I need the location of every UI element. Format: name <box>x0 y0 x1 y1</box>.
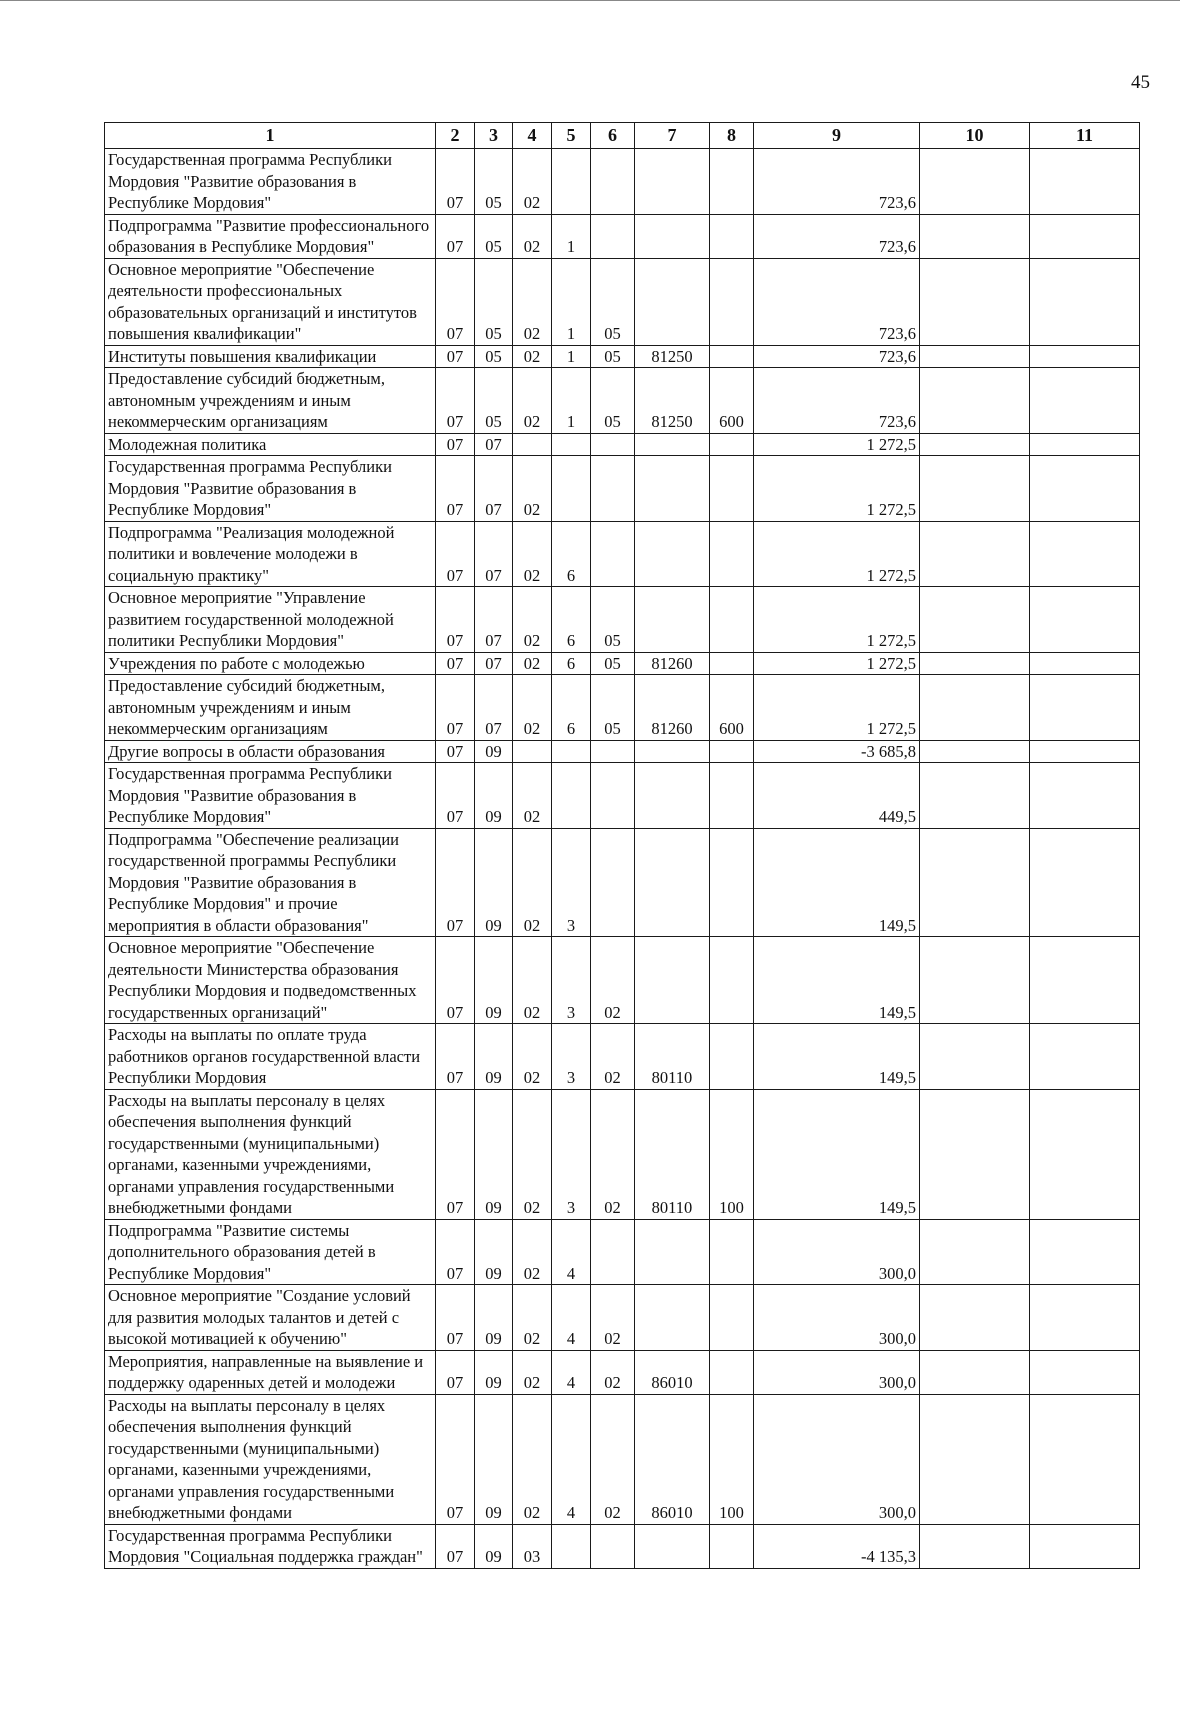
cell-program-code: 02 <box>513 521 552 587</box>
cell-amount: 149,5 <box>754 937 920 1024</box>
cell-item-name: Мероприятия, направленные на выявление и поддержку одаренных детей и молодежи <box>105 1350 436 1394</box>
cell-activity-code: 05 <box>591 652 635 675</box>
cell-expense-code <box>635 1219 710 1285</box>
cell-column-11 <box>1030 675 1140 741</box>
cell-subsection-code: 05 <box>475 149 513 215</box>
cell-subprogram-code: 3 <box>552 828 591 937</box>
cell-expense-type-code <box>710 763 754 829</box>
cell-activity-code <box>591 1524 635 1568</box>
table-row <box>105 258 1140 345</box>
column-header: 11 <box>1030 123 1140 149</box>
cell-subprogram-code: 1 <box>552 258 591 345</box>
cell-column-10 <box>920 521 1030 587</box>
cell-section-code: 07 <box>436 433 475 456</box>
cell-item-name: Подпрограмма "Реализация молодежной политики и вовлечение молодежи в социальную практику" <box>105 521 436 587</box>
cell-subprogram-code: 4 <box>552 1219 591 1285</box>
cell-section-code: 07 <box>436 258 475 345</box>
cell-program-code: 02 <box>513 1350 552 1394</box>
column-header: 1 <box>105 123 436 149</box>
table-row <box>105 587 1140 653</box>
cell-expense-code: 86010 <box>635 1394 710 1524</box>
cell-expense-type-code: 600 <box>710 675 754 741</box>
cell-column-10 <box>920 1285 1030 1351</box>
cell-expense-code <box>635 828 710 937</box>
cell-amount: 1 272,5 <box>754 521 920 587</box>
table-row <box>105 1219 1140 1285</box>
cell-subprogram-code: 6 <box>552 521 591 587</box>
cell-section-code: 07 <box>436 1024 475 1090</box>
column-header: 9 <box>754 123 920 149</box>
cell-activity-code: 05 <box>591 345 635 368</box>
table-body <box>105 149 1140 1569</box>
cell-expense-code <box>635 521 710 587</box>
cell-activity-code: 02 <box>591 1350 635 1394</box>
cell-expense-code <box>635 937 710 1024</box>
cell-column-11 <box>1030 1285 1140 1351</box>
cell-amount: 1 272,5 <box>754 433 920 456</box>
cell-expense-type-code <box>710 1524 754 1568</box>
cell-activity-code: 02 <box>591 1024 635 1090</box>
cell-section-code: 07 <box>436 521 475 587</box>
cell-amount: 723,6 <box>754 214 920 258</box>
table-header-row <box>105 123 1140 149</box>
cell-column-11 <box>1030 1524 1140 1568</box>
cell-program-code: 02 <box>513 1394 552 1524</box>
table-row <box>105 828 1140 937</box>
cell-section-code: 07 <box>436 214 475 258</box>
cell-column-11 <box>1030 763 1140 829</box>
cell-item-name: Молодежная политика <box>105 433 436 456</box>
cell-subsection-code: 05 <box>475 258 513 345</box>
cell-column-10 <box>920 587 1030 653</box>
cell-subprogram-code <box>552 763 591 829</box>
cell-column-11 <box>1030 433 1140 456</box>
scan-top-edge-line <box>0 0 1180 1</box>
cell-activity-code <box>591 214 635 258</box>
cell-item-name: Учреждения по работе с молодежью <box>105 652 436 675</box>
cell-expense-code <box>635 587 710 653</box>
cell-column-11 <box>1030 368 1140 434</box>
cell-column-11 <box>1030 345 1140 368</box>
cell-subprogram-code <box>552 1524 591 1568</box>
cell-item-name: Подпрограмма "Развитие профессионального образования в Республике Мордовия" <box>105 214 436 258</box>
cell-section-code: 07 <box>436 345 475 368</box>
cell-subprogram-code: 4 <box>552 1285 591 1351</box>
table-row <box>105 1024 1140 1090</box>
cell-amount: 723,6 <box>754 368 920 434</box>
cell-column-10 <box>920 433 1030 456</box>
cell-activity-code: 05 <box>591 368 635 434</box>
cell-subsection-code: 07 <box>475 433 513 456</box>
cell-column-10 <box>920 149 1030 215</box>
table-row <box>105 149 1140 215</box>
cell-expense-type-code <box>710 1024 754 1090</box>
cell-expense-code <box>635 258 710 345</box>
cell-section-code: 07 <box>436 587 475 653</box>
cell-column-11 <box>1030 214 1140 258</box>
cell-program-code: 02 <box>513 675 552 741</box>
cell-amount: 300,0 <box>754 1285 920 1351</box>
cell-column-11 <box>1030 587 1140 653</box>
cell-column-10 <box>920 258 1030 345</box>
table-row <box>105 652 1140 675</box>
table-row <box>105 456 1140 522</box>
cell-subsection-code: 09 <box>475 1285 513 1351</box>
cell-expense-code: 81260 <box>635 652 710 675</box>
column-header: 6 <box>591 123 635 149</box>
cell-amount: 723,6 <box>754 149 920 215</box>
table-row <box>105 763 1140 829</box>
cell-subprogram-code: 3 <box>552 937 591 1024</box>
cell-subsection-code: 09 <box>475 1089 513 1219</box>
cell-expense-code: 81250 <box>635 345 710 368</box>
cell-program-code: 02 <box>513 345 552 368</box>
cell-item-name: Подпрограмма "Обеспечение реализации государственной программы Республики Мордовия "Развитие образования в Республике Мордовия" и прочие мероприятия в области образования" <box>105 828 436 937</box>
cell-activity-code <box>591 740 635 763</box>
cell-subprogram-code: 1 <box>552 345 591 368</box>
column-header: 7 <box>635 123 710 149</box>
cell-program-code: 02 <box>513 258 552 345</box>
cell-program-code: 02 <box>513 456 552 522</box>
cell-program-code: 02 <box>513 587 552 653</box>
cell-expense-code <box>635 456 710 522</box>
cell-item-name: Государственная программа Республики Мордовия "Развитие образования в Республике Мордовия" <box>105 763 436 829</box>
cell-activity-code: 02 <box>591 1394 635 1524</box>
cell-program-code: 02 <box>513 149 552 215</box>
cell-expense-type-code <box>710 149 754 215</box>
table-row <box>105 1350 1140 1394</box>
cell-program-code: 02 <box>513 763 552 829</box>
cell-activity-code: 05 <box>591 675 635 741</box>
cell-column-11 <box>1030 1219 1140 1285</box>
cell-expense-type-code: 600 <box>710 368 754 434</box>
cell-activity-code: 02 <box>591 1089 635 1219</box>
cell-section-code: 07 <box>436 1285 475 1351</box>
column-header: 3 <box>475 123 513 149</box>
cell-subprogram-code <box>552 456 591 522</box>
cell-subprogram-code: 6 <box>552 675 591 741</box>
cell-subprogram-code: 3 <box>552 1024 591 1090</box>
cell-item-name: Основное мероприятие "Обеспечение деятельности профессиональных образовательных организаций и институтов повышения квалификации" <box>105 258 436 345</box>
table-row <box>105 740 1140 763</box>
cell-column-11 <box>1030 652 1140 675</box>
cell-amount: -3 685,8 <box>754 740 920 763</box>
cell-column-10 <box>920 675 1030 741</box>
cell-subsection-code: 05 <box>475 368 513 434</box>
cell-expense-type-code <box>710 828 754 937</box>
cell-subsection-code: 07 <box>475 675 513 741</box>
cell-expense-type-code <box>710 521 754 587</box>
cell-expense-code: 86010 <box>635 1350 710 1394</box>
cell-column-10 <box>920 1524 1030 1568</box>
cell-section-code: 07 <box>436 828 475 937</box>
cell-amount: 149,5 <box>754 1089 920 1219</box>
cell-column-11 <box>1030 828 1140 937</box>
cell-expense-code <box>635 433 710 456</box>
cell-amount: -4 135,3 <box>754 1524 920 1568</box>
cell-column-11 <box>1030 1350 1140 1394</box>
cell-amount: 149,5 <box>754 1024 920 1090</box>
cell-column-10 <box>920 456 1030 522</box>
cell-expense-type-code <box>710 937 754 1024</box>
cell-column-10 <box>920 214 1030 258</box>
table-row <box>105 214 1140 258</box>
cell-amount: 300,0 <box>754 1350 920 1394</box>
cell-section-code: 07 <box>436 740 475 763</box>
cell-subprogram-code <box>552 740 591 763</box>
table-row <box>105 937 1140 1024</box>
cell-subsection-code: 07 <box>475 652 513 675</box>
cell-expense-type-code <box>710 652 754 675</box>
cell-column-11 <box>1030 149 1140 215</box>
cell-column-10 <box>920 740 1030 763</box>
cell-amount: 723,6 <box>754 258 920 345</box>
table-row <box>105 521 1140 587</box>
cell-column-10 <box>920 828 1030 937</box>
cell-column-11 <box>1030 1089 1140 1219</box>
cell-expense-code <box>635 149 710 215</box>
cell-amount: 449,5 <box>754 763 920 829</box>
cell-expense-type-code <box>710 433 754 456</box>
column-header: 10 <box>920 123 1030 149</box>
cell-expense-type-code <box>710 1285 754 1351</box>
cell-program-code: 02 <box>513 1089 552 1219</box>
cell-activity-code <box>591 1219 635 1285</box>
cell-subprogram-code: 1 <box>552 368 591 434</box>
cell-expense-type-code <box>710 345 754 368</box>
cell-program-code: 02 <box>513 214 552 258</box>
cell-expense-type-code: 100 <box>710 1394 754 1524</box>
cell-section-code: 07 <box>436 1394 475 1524</box>
cell-subsection-code: 05 <box>475 345 513 368</box>
column-header: 5 <box>552 123 591 149</box>
cell-program-code <box>513 433 552 456</box>
cell-subsection-code: 09 <box>475 1219 513 1285</box>
cell-subprogram-code: 6 <box>552 652 591 675</box>
cell-subsection-code: 09 <box>475 937 513 1024</box>
cell-amount: 300,0 <box>754 1394 920 1524</box>
cell-amount: 1 272,5 <box>754 456 920 522</box>
cell-section-code: 07 <box>436 368 475 434</box>
cell-expense-type-code <box>710 1350 754 1394</box>
table-row <box>105 1524 1140 1568</box>
cell-item-name: Предоставление субсидий бюджетным, автономным учреждениям и иным некоммерческим организациям <box>105 675 436 741</box>
cell-subsection-code: 07 <box>475 587 513 653</box>
cell-subsection-code: 09 <box>475 1394 513 1524</box>
cell-subsection-code: 09 <box>475 763 513 829</box>
cell-amount: 149,5 <box>754 828 920 937</box>
cell-item-name: Государственная программа Республики Мордовия "Развитие образования в Республике Мордовия" <box>105 149 436 215</box>
cell-section-code: 07 <box>436 149 475 215</box>
cell-column-11 <box>1030 1394 1140 1524</box>
cell-subprogram-code: 1 <box>552 214 591 258</box>
cell-item-name: Государственная программа Республики Мордовия "Социальная поддержка граждан" <box>105 1524 436 1568</box>
cell-program-code: 02 <box>513 1024 552 1090</box>
cell-item-name: Расходы на выплаты по оплате труда работников органов государственной власти Республики Мордовия <box>105 1024 436 1090</box>
cell-subsection-code: 07 <box>475 521 513 587</box>
cell-amount: 723,6 <box>754 345 920 368</box>
cell-subprogram-code <box>552 433 591 456</box>
budget-table <box>104 122 1140 1569</box>
cell-item-name: Основное мероприятие "Создание условий для развития молодых талантов и детей с высокой мотивацией к обучению" <box>105 1285 436 1351</box>
cell-program-code: 02 <box>513 1219 552 1285</box>
table-row <box>105 368 1140 434</box>
cell-section-code: 07 <box>436 1350 475 1394</box>
cell-section-code: 07 <box>436 763 475 829</box>
cell-section-code: 07 <box>436 675 475 741</box>
cell-activity-code: 02 <box>591 1285 635 1351</box>
cell-subsection-code: 09 <box>475 828 513 937</box>
cell-column-10 <box>920 652 1030 675</box>
cell-expense-code: 80110 <box>635 1024 710 1090</box>
table-row <box>105 1089 1140 1219</box>
cell-expense-code <box>635 1524 710 1568</box>
cell-expense-code <box>635 763 710 829</box>
cell-expense-type-code <box>710 740 754 763</box>
cell-expense-type-code <box>710 587 754 653</box>
cell-activity-code: 05 <box>591 258 635 345</box>
cell-subprogram-code: 6 <box>552 587 591 653</box>
cell-expense-type-code <box>710 456 754 522</box>
cell-section-code: 07 <box>436 652 475 675</box>
cell-activity-code <box>591 433 635 456</box>
cell-program-code: 03 <box>513 1524 552 1568</box>
cell-section-code: 07 <box>436 456 475 522</box>
cell-program-code: 02 <box>513 1285 552 1351</box>
cell-activity-code <box>591 521 635 587</box>
cell-item-name: Расходы на выплаты персоналу в целях обеспечения выполнения функций государственными (муниципальными) органами, казенными учреждениями, органами управления государственными внебюджетными фондами <box>105 1394 436 1524</box>
cell-column-10 <box>920 1350 1030 1394</box>
cell-activity-code: 05 <box>591 587 635 653</box>
cell-expense-code <box>635 740 710 763</box>
cell-subsection-code: 09 <box>475 740 513 763</box>
table-row <box>105 433 1140 456</box>
cell-subprogram-code: 4 <box>552 1394 591 1524</box>
cell-subprogram-code: 4 <box>552 1350 591 1394</box>
cell-section-code: 07 <box>436 1089 475 1219</box>
cell-amount: 1 272,5 <box>754 587 920 653</box>
cell-item-name: Предоставление субсидий бюджетным, автономным учреждениям и иным некоммерческим организациям <box>105 368 436 434</box>
page-number: 45 <box>1131 72 1150 93</box>
cell-program-code <box>513 740 552 763</box>
cell-column-11 <box>1030 937 1140 1024</box>
cell-item-name: Основное мероприятие "Обеспечение деятельности Министерства образования Республики Мордовия и подведомственных государственных организаций" <box>105 937 436 1024</box>
cell-item-name: Государственная программа Республики Мордовия "Развитие образования в Республике Мордовия" <box>105 456 436 522</box>
cell-expense-type-code: 100 <box>710 1089 754 1219</box>
cell-item-name: Институты повышения квалификации <box>105 345 436 368</box>
cell-column-10 <box>920 1089 1030 1219</box>
cell-column-10 <box>920 1394 1030 1524</box>
cell-activity-code <box>591 828 635 937</box>
cell-column-10 <box>920 937 1030 1024</box>
cell-item-name: Подпрограмма "Развитие системы дополнительного образования детей в Республике Мордовия" <box>105 1219 436 1285</box>
cell-activity-code: 02 <box>591 937 635 1024</box>
cell-expense-code: 81250 <box>635 368 710 434</box>
cell-column-11 <box>1030 1024 1140 1090</box>
cell-amount: 300,0 <box>754 1219 920 1285</box>
cell-column-11 <box>1030 521 1140 587</box>
cell-expense-code: 80110 <box>635 1089 710 1219</box>
cell-item-name: Расходы на выплаты персоналу в целях обеспечения выполнения функций государственными (муниципальными) органами, казенными учреждениями, органами управления государственными внебюджетными фондами <box>105 1089 436 1219</box>
cell-expense-code <box>635 214 710 258</box>
column-header: 4 <box>513 123 552 149</box>
cell-column-10 <box>920 345 1030 368</box>
cell-section-code: 07 <box>436 1219 475 1285</box>
cell-expense-type-code <box>710 258 754 345</box>
cell-column-11 <box>1030 740 1140 763</box>
cell-activity-code <box>591 149 635 215</box>
table-row <box>105 675 1140 741</box>
cell-column-11 <box>1030 258 1140 345</box>
column-header: 2 <box>436 123 475 149</box>
table-row <box>105 1394 1140 1524</box>
cell-item-name: Другие вопросы в области образования <box>105 740 436 763</box>
column-header: 8 <box>710 123 754 149</box>
cell-column-10 <box>920 1024 1030 1090</box>
cell-amount: 1 272,5 <box>754 652 920 675</box>
table-row <box>105 1285 1140 1351</box>
cell-subsection-code: 05 <box>475 214 513 258</box>
cell-expense-type-code <box>710 214 754 258</box>
cell-program-code: 02 <box>513 828 552 937</box>
cell-subsection-code: 09 <box>475 1350 513 1394</box>
cell-expense-code: 81260 <box>635 675 710 741</box>
cell-program-code: 02 <box>513 937 552 1024</box>
cell-column-10 <box>920 1219 1030 1285</box>
cell-activity-code <box>591 763 635 829</box>
cell-expense-type-code <box>710 1219 754 1285</box>
cell-activity-code <box>591 456 635 522</box>
cell-column-11 <box>1030 456 1140 522</box>
cell-section-code: 07 <box>436 1524 475 1568</box>
cell-section-code: 07 <box>436 937 475 1024</box>
cell-program-code: 02 <box>513 368 552 434</box>
cell-subprogram-code <box>552 149 591 215</box>
cell-expense-code <box>635 1285 710 1351</box>
cell-column-10 <box>920 368 1030 434</box>
cell-subsection-code: 07 <box>475 456 513 522</box>
table-row <box>105 345 1140 368</box>
cell-program-code: 02 <box>513 652 552 675</box>
cell-subsection-code: 09 <box>475 1024 513 1090</box>
cell-subprogram-code: 3 <box>552 1089 591 1219</box>
cell-subsection-code: 09 <box>475 1524 513 1568</box>
cell-amount: 1 272,5 <box>754 675 920 741</box>
cell-item-name: Основное мероприятие "Управление развитием государственной молодежной политики Республики Мордовия" <box>105 587 436 653</box>
cell-column-10 <box>920 763 1030 829</box>
